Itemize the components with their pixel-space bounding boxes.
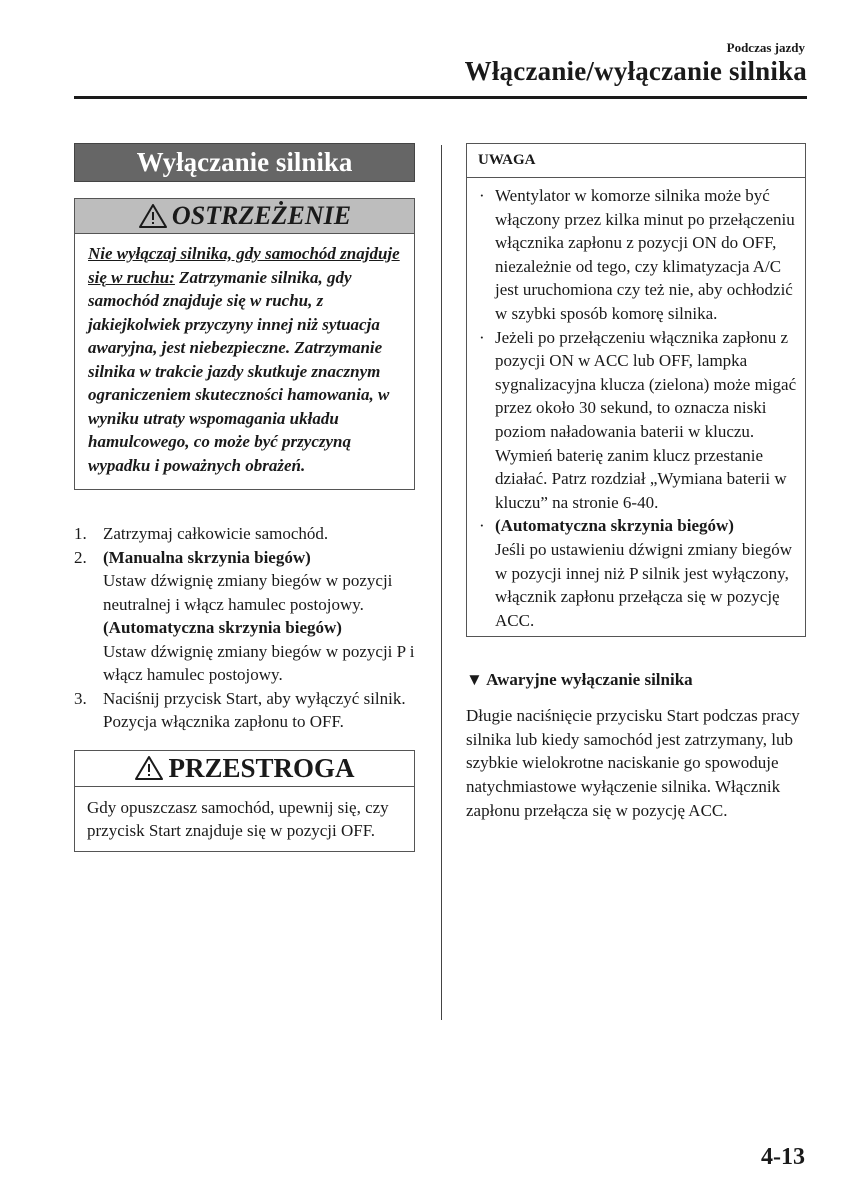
page-number: 4-13	[761, 1144, 805, 1170]
step-number: 2.	[74, 547, 87, 567]
triangle-down-icon: ▼	[466, 670, 483, 690]
caution-text: Gdy opuszczasz samochód, upewnij się, czy przycisk Start znajduje się w pozycji OFF.	[87, 797, 389, 840]
subheading	[466, 670, 806, 690]
list-item	[74, 522, 415, 546]
automatic-gearbox-label: (Automatyczna skrzynia biegów)	[103, 618, 342, 637]
note-title: UWAGA	[467, 144, 805, 178]
manual-gearbox-label: (Manualna skrzynia biegów)	[103, 547, 311, 567]
body-paragraph: Długie naciśnięcie przycisku Start podczas pracy silnika lub kiedy samochód jest zatrzymany, lub szybkie wielokrotne naciskanie go spowoduje natychmiastowe wyłączenie silnika. Włącznik zapłonu przełącza się w pozycję ACC.	[466, 706, 800, 820]
note-box	[466, 143, 806, 637]
header-rule	[74, 96, 807, 99]
step-text: Naciśnij przycisk Start, aby wyłączyć silnik. Pozycja włącznika zapłonu to OFF.	[103, 688, 406, 731]
warning-title: OSTRZEŻENIE	[171, 201, 352, 230]
warning-triangle-icon	[138, 203, 168, 229]
left-column	[74, 143, 415, 852]
step-content	[103, 546, 415, 687]
caution-box	[74, 750, 415, 852]
list-item	[479, 184, 797, 326]
note-item-text: Wentylator w komorze silnika może być włączony przez kilka minut po przełączeniu włącznika zapłonu z pozycji ON do OFF, niezależnie od tego, czy klimatyzacja A/C jest uruchomiona czy też nie, aby ochłodzić w szybki sposób komorę silnika.	[495, 186, 795, 323]
note-item-content	[495, 326, 797, 515]
note-item-content	[495, 514, 797, 632]
note-body	[467, 178, 805, 636]
column-divider	[441, 145, 442, 1020]
right-column	[466, 143, 806, 822]
list-item	[479, 326, 797, 515]
cross-reference: Patrz rozdział „Wymiana baterii w kluczu” na stronie 6-40.	[495, 469, 787, 512]
automatic-gearbox-label: (Automatyczna skrzynia biegów)	[495, 516, 734, 536]
subheading-text: Awaryjne wyłączanie silnika	[486, 670, 693, 690]
warning-body: Zatrzymanie silnika, gdy samochód znajduje się w ruchu, z jakiejkolwiek przyczyny innej niż sytuacja awaryjna, jest niebezpieczne. Zatrzymanie silnika w trakcie jazdy skutkuje znacznym ograniczeniem skuteczności hamowania, w wyniku utraty wspomagania układu hamulcowego, co może być przyczyną wypadku i poważnych obrażeń.	[88, 267, 390, 475]
note-item-text: Jeżeli po przełączeniu włącznika zapłonu z pozycji ON w ACC lub OFF, lampka sygnalizacyjna klucza (zielona) może migać przez około 30 sekund, to oznacza niski poziom naładowania baterii w kluczu. Wymień baterię zanim klucz przestanie działać.	[495, 327, 797, 489]
running-header-section: Podczas jazdy	[726, 40, 805, 55]
list-item	[74, 687, 415, 734]
list-item	[74, 546, 415, 687]
steps-list	[74, 522, 415, 734]
caution-title: PRZESTROGA	[168, 752, 355, 783]
page-title: Włączanie/wyłączanie silnika	[464, 56, 807, 86]
bullet: ·	[479, 186, 485, 205]
bullet: ·	[479, 516, 485, 536]
section-title: Wyłączanie silnika	[74, 143, 415, 182]
step-text: Zatrzymaj całkowicie samochód.	[103, 524, 329, 543]
bullet: ·	[479, 327, 485, 347]
manual-gearbox-text: Ustaw dźwignię zmiany biegów w pozycji neutralnej i włącz hamulec postojowy.	[103, 571, 393, 614]
list-item	[479, 514, 797, 632]
warning-lead: Nie wyłączaj silnika, gdy samochód znajduje się w ruchu:	[88, 244, 400, 287]
caution-header	[75, 751, 414, 787]
automatic-gearbox-text: Ustaw dźwignię zmiany biegów w pozycji P i włącz hamulec postojowy.	[103, 641, 415, 684]
warning-box	[74, 198, 415, 490]
warning-header	[75, 199, 414, 234]
note-item-text: Jeśli po ustawieniu dźwigni zmiany biegów w pozycji innej niż P silnik jest wyłączony, włącznik zapłonu przełącza się w pozycję ACC.	[495, 539, 792, 630]
warning-triangle-icon	[134, 755, 164, 781]
step-number: 1.	[74, 524, 87, 543]
step-number: 3.	[74, 688, 87, 708]
warning-text	[75, 234, 414, 489]
